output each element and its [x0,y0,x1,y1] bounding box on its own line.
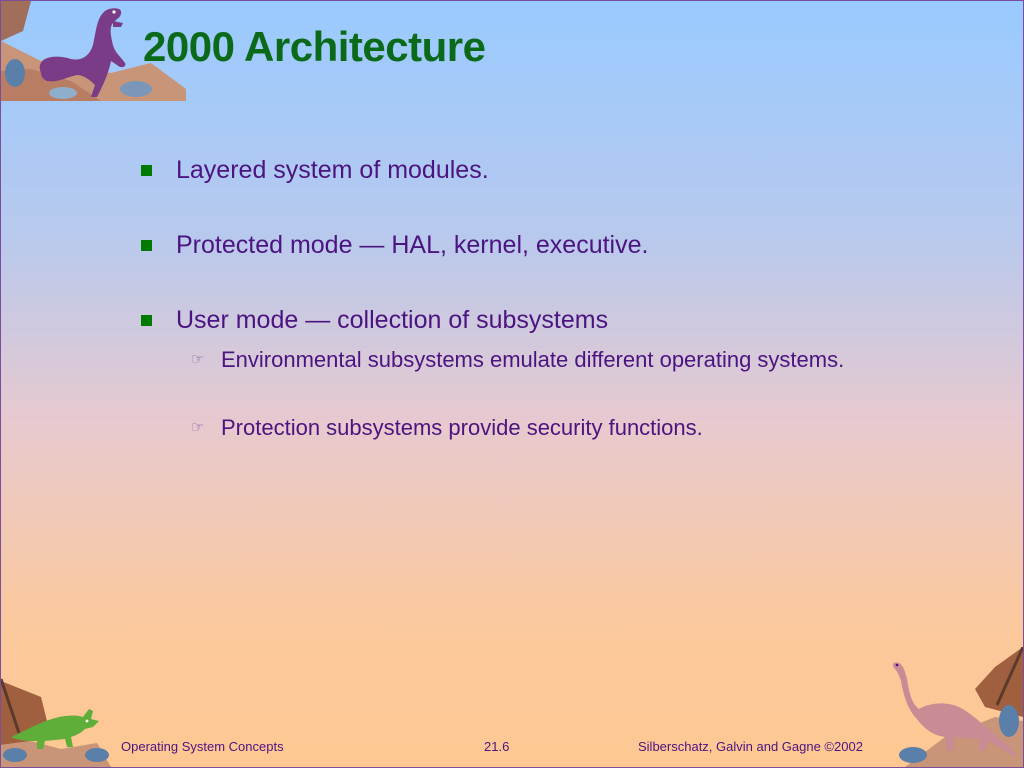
slide-title: 2000 Architecture [143,23,486,70]
pointing-hand-icon: ☞ [191,350,205,368]
sub-bullet-text: Protection subsystems provide security functions. [221,415,703,440]
footer-authors: Silberschatz, Galvin and Gagne ©2002 [638,739,863,754]
square-bullet-icon [141,315,152,326]
footer-book-title: Operating System Concepts [121,739,284,754]
square-bullet-icon [141,165,152,176]
pointing-hand-icon: ☞ [191,418,205,436]
square-bullet-icon [141,240,152,251]
bullet-text: Layered system of modules. [176,156,489,184]
bullet-text: Protected mode — HAL, kernel, executive. [176,231,649,259]
bullet-text: User mode — collection of subsystems [176,306,609,334]
sub-bullet-text: Environmental subsystems emulate different operating systems. [221,347,845,372]
triceratops-icon [1,671,113,767]
brontosaurus-icon [885,647,1023,767]
footer-page-number: 21.6 [484,739,510,754]
